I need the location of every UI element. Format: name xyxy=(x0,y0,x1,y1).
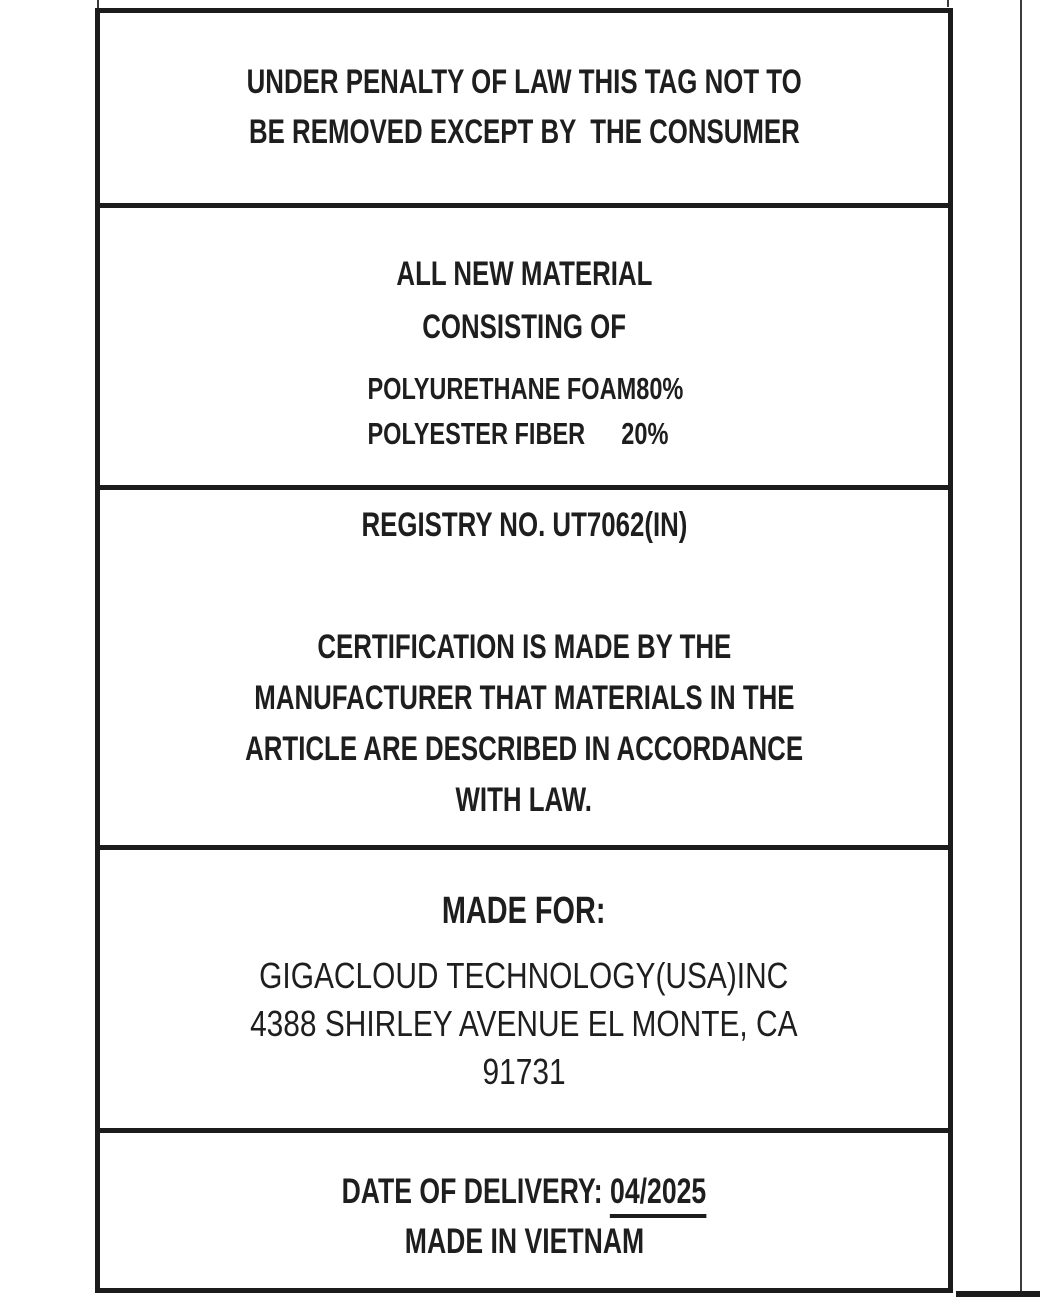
certification-line-row xyxy=(100,622,948,673)
material-row xyxy=(367,366,684,411)
origin-row xyxy=(100,1217,948,1267)
scan-edge-tick-right xyxy=(947,0,949,7)
delivery-row xyxy=(100,1167,948,1217)
adjacent-label-bottom-dash xyxy=(956,1291,1040,1297)
material-heading-row xyxy=(100,301,948,354)
law-label-box xyxy=(95,8,953,1293)
registry-number: REGISTRY NO. UT7062(IN) xyxy=(361,506,687,544)
certification-line-2: MANUFACTURER THAT MATERIALS IN THE xyxy=(253,679,795,717)
certification-line-row xyxy=(100,724,948,775)
material-section xyxy=(100,208,948,490)
material-heading-row xyxy=(100,248,948,301)
company-address: 4388 SHIRLEY AVENUE EL MONTE, CA xyxy=(250,1003,798,1044)
material-heading-2: CONSISTING OF xyxy=(422,308,626,346)
delivery-date: 04/2025 xyxy=(610,1172,706,1218)
material-row xyxy=(367,411,680,456)
certification-line-4: WITH LAW. xyxy=(455,781,593,819)
adjacent-label-edge-line xyxy=(1020,0,1022,1294)
delivery-label: DATE OF DELIVERY: xyxy=(341,1172,611,1211)
certification-line-1: CERTIFICATION IS MADE BY THE xyxy=(317,628,731,666)
company-zip: 91731 xyxy=(482,1051,566,1092)
company-zip-row xyxy=(100,1048,948,1096)
penalty-line-1: UNDER PENALTY OF LAW THIS TAG NOT TO xyxy=(246,63,802,101)
registry-section xyxy=(100,490,948,850)
material-name: POLYURETHANE FOAM xyxy=(367,371,637,406)
delivery-section xyxy=(100,1133,948,1288)
certification-line-row xyxy=(100,775,948,826)
delivery-line xyxy=(342,1167,707,1217)
registry-number-row xyxy=(100,504,948,546)
company-name: GIGACLOUD TECHNOLOGY(USA)INC xyxy=(259,955,789,996)
penalty-section xyxy=(100,13,948,208)
made-for-heading: MADE FOR: xyxy=(442,890,606,932)
made-for-heading-row xyxy=(100,888,948,934)
material-percent: 20% xyxy=(621,416,669,451)
certification-line-row xyxy=(100,673,948,724)
origin-text: MADE IN VIETNAM xyxy=(404,1222,644,1261)
certification-block xyxy=(100,622,948,826)
material-heading-1: ALL NEW MATERIAL xyxy=(396,255,652,293)
material-percent: 80% xyxy=(636,371,684,406)
material-name: POLYESTER FIBER xyxy=(367,416,586,451)
made-for-section xyxy=(100,850,948,1133)
company-name-row xyxy=(100,952,948,1000)
certification-line-3: ARTICLE ARE DESCRIBED IN ACCORDANCE xyxy=(245,730,803,768)
company-block xyxy=(100,952,948,1096)
penalty-line-row xyxy=(100,57,948,107)
company-address-row xyxy=(100,1000,948,1048)
penalty-line-2: BE REMOVED EXCEPT BY THE CONSUMER xyxy=(248,113,800,151)
penalty-line-row xyxy=(100,107,948,157)
material-list xyxy=(100,366,948,456)
